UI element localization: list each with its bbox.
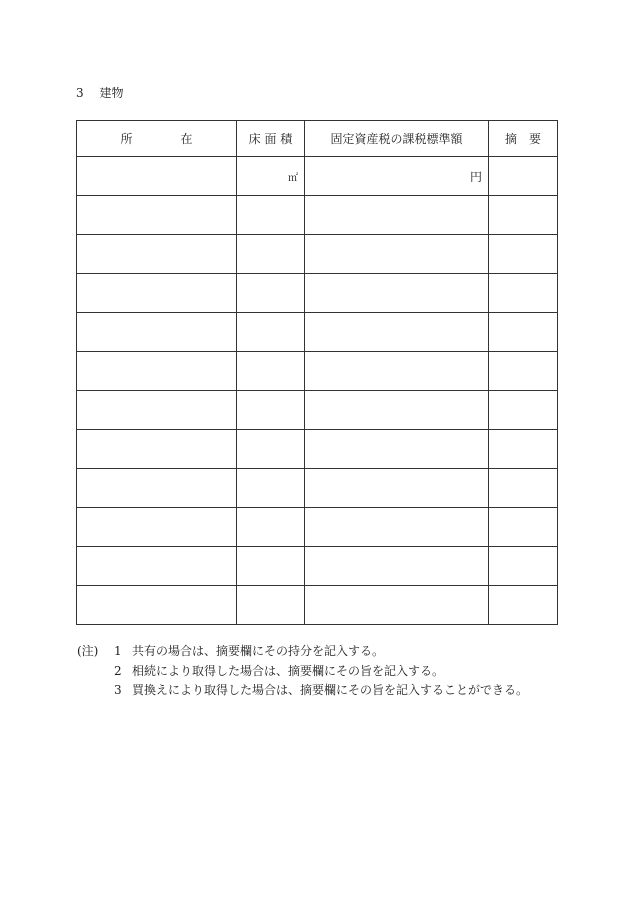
unit-square-meter: ㎡ [288,172,298,184]
notes-label: (注) [77,644,99,658]
table-row [77,157,558,196]
table-row [77,274,558,313]
cell-location[interactable] [77,391,237,430]
cell-floor-area[interactable] [237,352,305,391]
cell-floor-area[interactable] [237,157,305,196]
cell-remarks[interactable] [489,313,558,352]
cell-remarks[interactable] [489,586,558,625]
cell-floor-area[interactable] [237,235,305,274]
note-number: 3 [114,683,122,697]
cell-remarks[interactable] [489,430,558,469]
cell-floor-area[interactable] [237,313,305,352]
cell-remarks[interactable] [489,391,558,430]
cell-remarks[interactable] [489,196,558,235]
cell-location[interactable] [77,352,237,391]
note-number: 2 [114,663,122,678]
cell-location[interactable] [77,508,237,547]
cell-floor-area[interactable] [237,430,305,469]
cell-tax-base[interactable] [305,508,489,547]
cell-remarks[interactable] [489,508,558,547]
cell-remarks[interactable] [489,157,558,196]
cell-floor-area[interactable] [237,586,305,625]
cell-floor-area[interactable] [237,469,305,508]
buildings-table [76,120,558,625]
note-number: 1 [114,644,122,658]
table-row [77,391,558,430]
cell-tax-base[interactable] [305,391,489,430]
table-row [77,586,558,625]
cell-tax-base[interactable] [305,547,489,586]
cell-floor-area[interactable] [237,508,305,547]
cell-floor-area[interactable] [237,547,305,586]
note-item [77,642,528,662]
note-text: 相続により取得した場合は、摘要欄にその旨を記入する。 [132,663,445,678]
table-row [77,352,558,391]
cell-remarks[interactable] [489,469,558,508]
notes [77,642,528,701]
cell-location[interactable] [77,313,237,352]
cell-tax-base[interactable] [305,157,489,196]
cell-tax-base[interactable] [305,274,489,313]
header-floor-area: 床 面 積 [237,121,305,157]
table-row [77,235,558,274]
cell-remarks[interactable] [489,274,558,313]
cell-tax-base[interactable] [305,313,489,352]
cell-tax-base[interactable] [305,586,489,625]
header-location: 所 在 [77,121,237,157]
table-row [77,430,558,469]
table-header-row [77,121,558,157]
section-heading [76,84,123,101]
note-item [77,681,528,701]
cell-location[interactable] [77,430,237,469]
cell-remarks[interactable] [489,547,558,586]
table-row [77,469,558,508]
unit-yen: 円 [469,169,482,184]
header-remarks: 摘 要 [489,121,558,157]
cell-floor-area[interactable] [237,196,305,235]
table-row [77,313,558,352]
table-row [77,508,558,547]
cell-tax-base[interactable] [305,235,489,274]
note-text: 共有の場合は、摘要欄にその持分を記入する。 [132,644,385,658]
note-text: 買換えにより取得した場合は、摘要欄にその旨を記入することができる。 [132,683,529,697]
cell-location[interactable] [77,469,237,508]
cell-location[interactable] [77,235,237,274]
cell-location[interactable] [77,547,237,586]
cell-floor-area[interactable] [237,274,305,313]
cell-tax-base[interactable] [305,196,489,235]
cell-location[interactable] [77,196,237,235]
note-item [77,662,528,682]
table-row [77,196,558,235]
cell-remarks[interactable] [489,352,558,391]
header-tax-base: 固定資産税の課税標準額 [305,121,489,157]
cell-tax-base[interactable] [305,469,489,508]
cell-tax-base[interactable] [305,430,489,469]
section-title: 建物 [99,86,124,100]
section-number: 3 [76,86,84,100]
cell-location[interactable] [77,274,237,313]
cell-location[interactable] [77,157,237,196]
cell-location[interactable] [77,586,237,625]
table-row [77,547,558,586]
cell-tax-base[interactable] [305,352,489,391]
cell-floor-area[interactable] [237,391,305,430]
cell-remarks[interactable] [489,235,558,274]
